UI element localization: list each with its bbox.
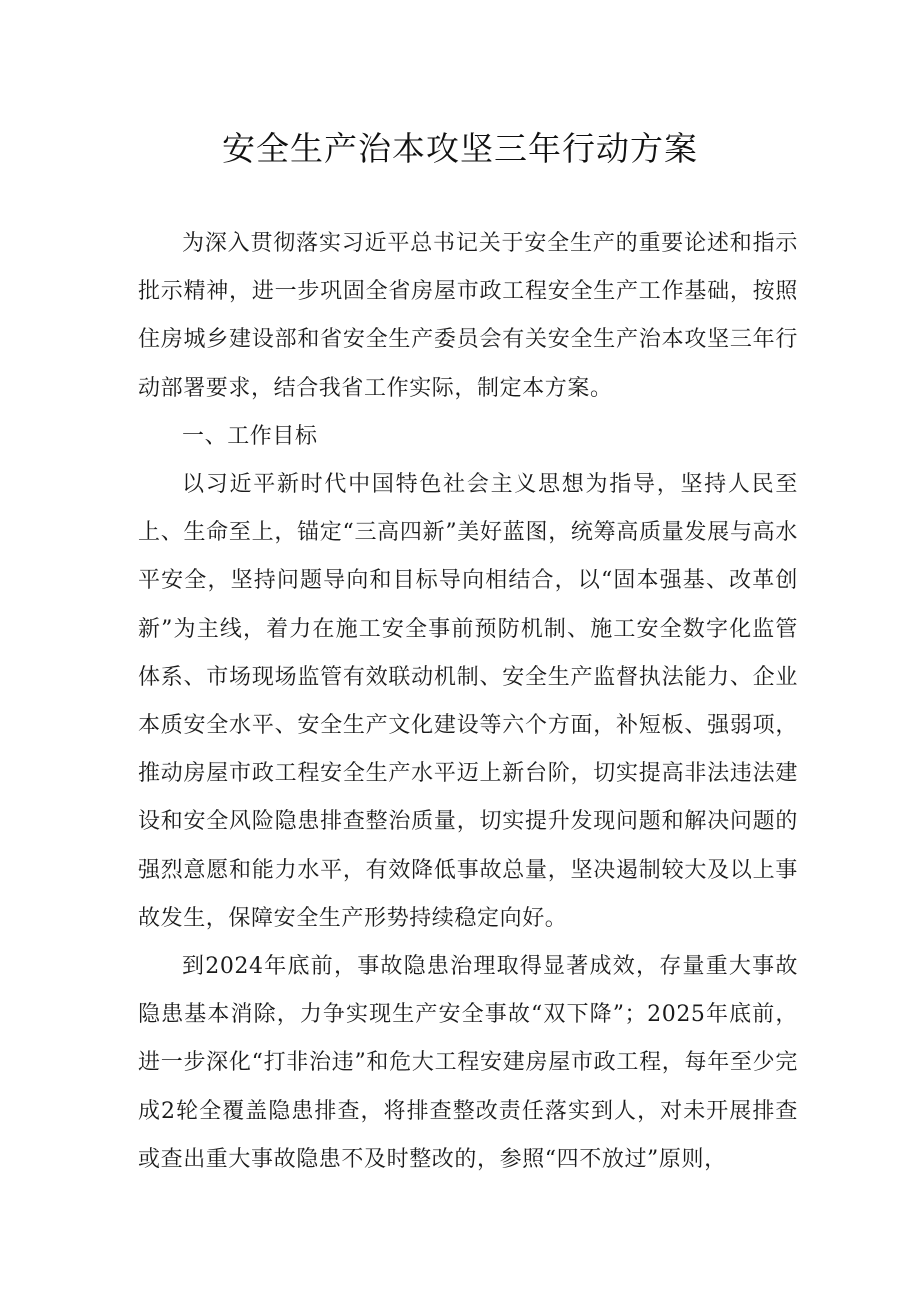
document-title: 安全生产治本攻坚三年行动方案 — [222, 129, 698, 168]
goals-paragraph: 以习近平新时代中国特色社会主义思想为指导，坚持人民至上、生命至上，锚定“三高四新”美好蓝图，统筹高质量发展与高水平安全，坚持问题导向和目标导向相结合，以“固本强基、改革创新”为主线，着力在施工安全事前预防机制、施工安全数字化监管体系、市场现场监管有效联动机制、安全生产监督执法能力、企业本质安全水平、安全生产文化建设等六个方面，补短板、强弱项，推动房屋市政工程安全生产水平迈上新台阶，切实提高非法违法建设和安全风险隐患排查整治质量，切实提升发现问题和解决问题的强烈意愿和能力水平，有效降低事故总量，坚决遏制较大及以上事故发生，保障安全生产形势持续稳定向好。 — [138, 472, 798, 931]
section-heading-goals: 一、工作目标 — [182, 423, 318, 449]
document-body — [138, 220, 798, 1184]
timeline-paragraph: 到2024年底前，事故隐患治理取得显著成效，存量重大事故隐患基本消除，力争实现生产安全事故“双下降”；2025年底前，进一步深化“打非治违”和危大工程安建房屋市政工程，每年至少完成2轮全覆盖隐患排查，将排查整改责任落实到人，对未开展排查或查出重大事故隐患不及时整改的，参照“四不放过”原则， — [138, 954, 798, 1172]
intro-paragraph: 为深入贯彻落实习近平总书记关于安全生产的重要论述和指示批示精神，进一步巩固全省房屋市政工程安全生产工作基础，按照住房城乡建设部和省安全生产委员会有关安全生产治本攻坚三年行动部署要求，结合我省工作实际，制定本方案。 — [138, 231, 798, 401]
